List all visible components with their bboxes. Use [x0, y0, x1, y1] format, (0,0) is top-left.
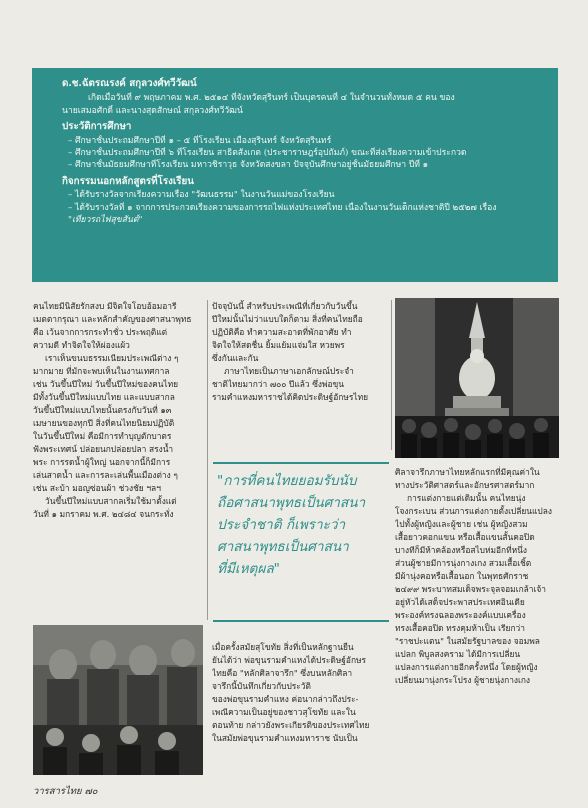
- education-heading: ประวัติการศึกษา: [62, 121, 132, 133]
- text-line: การแต่งกายแต่เดิมนั้น คนไทยนุ่ง: [407, 493, 526, 503]
- text-line: พระ การรดน้ำผู้ใหญ่ นอกจากนี้ก็มีการ: [33, 457, 171, 467]
- text-line: พระองค์ทรงฉลองพระองค์แบบเครื่อง: [395, 610, 526, 620]
- text-line: โจงกระเบน ส่วนการแต่งกายตั้งเปลี่ยนแปลง: [395, 506, 552, 516]
- text-line: ๒๔๙๙ พระบาทสมเด็จพระจุลจอมเกล้าเจ้า: [395, 584, 546, 594]
- author-name: ด.ช.ฉัตรณรงค์ สกุลวงศ์ทวีวัฒน์: [62, 78, 197, 89]
- text-line: จารึกนี้บันทึกเกี่ยวกับประวัติ: [212, 681, 311, 691]
- article-column-2: [212, 300, 388, 452]
- page-footer: วารสารไทย ๗๐: [33, 786, 98, 797]
- activity-item: – ได้รับรางวัลจากเรียงความเรื่อง "วัฒนธรรม" ในงานวันแม่ของโรงเรียน: [68, 190, 335, 201]
- pull-quote-line: "การที่คนไทยยอมรับนับ: [217, 473, 357, 489]
- column-divider: [391, 300, 392, 450]
- text-line: อยู่หัวได้เสด็จประพาสประเทศอินเดีย: [395, 597, 525, 607]
- text-line: วันขึ้นปีใหม่แบบไทยนั้นตรงกับวันที่ ๑๓: [33, 405, 172, 415]
- text-line: วันที่ ๑ มกราคม พ.ศ. ๒๔๘๔ จนกระทั่ง: [33, 509, 174, 519]
- text-line: ภาษาไทยเป็นภาษาเอกลักษณ์ประจำ: [224, 366, 354, 376]
- text-line: ทรงเสื้อคอปิด ทรงคุมห้าเป็น เรียกว่า: [395, 623, 525, 633]
- text-line: ไปทั้งผู้หญิงและผู้ชาย เช่น ผู้หญิงสวม: [395, 519, 528, 529]
- text-line: ศิลาจารึกภาษาไทยหลักแรกที่มีคุณค่าใน: [395, 467, 540, 477]
- text-line: ฟังพระเทศน์ ปล่อยนกปล่อยปลา สรงน้ำ: [33, 444, 174, 454]
- monks-ceremony-photo: [33, 625, 203, 775]
- text-line: ชาติไทยมากว่า ๗๐๐ ปีแล้ว ซึ่งพ่อขุน: [212, 379, 344, 389]
- activities-heading: กิจกรรมนอกหลักสูตรที่โรงเรียน: [62, 175, 194, 187]
- text-line: จิตใจให้สดชื่น ยิ้มแย้มแจ่มใส หวยพร: [212, 340, 345, 350]
- text-line: เปลี่ยนมานุ่งกระโปรง ผู้ชายนุ่งกางเกง: [395, 675, 531, 685]
- text-line: ปีใหม่นั้นไม่ว่าแบบใดก็ตาม สิ่งที่คนไทยถือ: [212, 314, 363, 324]
- text-line: เราเห็นขนบธรรมเนียมประเพณีต่าง ๆ: [45, 353, 179, 363]
- text-line: ซึ่งกันและกัน: [212, 353, 259, 363]
- text-line: แปลงการแต่งกายอีกครั้งหนึ่ง โดยผู้หญิง: [395, 662, 538, 672]
- text-line: บางทีก็มีห้าคล้องหรือสไบห่มอีกที่หนึ่ง: [395, 545, 527, 555]
- text-line: มากมาย ที่มักจะพบเห็นในงานเทศกาล: [33, 366, 170, 376]
- text-line: มีทั้งวันขึ้นปีใหม่แบบไทย และแบบสากล: [33, 392, 175, 402]
- text-line: ทางประวัติศาสตร์และอักษรศาสตร์มาก: [395, 480, 535, 490]
- text-line: ส่วนผู้ชายมีการนุ่งกางเกง สวมเสื้อเชิ้ต: [395, 558, 532, 568]
- text-line: เสื้อยาวคอกแขน หรือเสื้อแขนสั้นคอปิด: [395, 532, 535, 542]
- activity-item: – ได้รับรางวัลที่ ๑ จากการประกวดเรียงความของการรถไฟแห่งประเทศไทย เนื่องในงานวันเด็กแห่งชาติปี ๒๕๒๗ เรื่อง: [68, 202, 497, 213]
- text-line: ไทยคือ "หลักศิลาจารึก" ซึ่งบนหลักศิลา: [212, 668, 353, 678]
- pull-quote-line: ศาสนาพุทธเป็นศาสนา: [217, 539, 349, 555]
- pull-quote-line: ที่มีเหตุผล": [217, 561, 280, 577]
- text-line: มีผ้านุ่งคอหรือเสื้อนอก ในพุทธศักราช: [395, 571, 529, 581]
- text-line: วันขึ้นปีใหม่แบบสากลเริ่มใช้มาตั้งแต่: [45, 496, 177, 506]
- text-line: คนไทยมีนิสัยรักสงบ มีจิตใจโอบอ้อมอารี: [33, 301, 177, 311]
- text-line: ยันได้ว่า พ่อขุนรามคำแหงได้ประดิษฐ์อักษร: [212, 655, 367, 665]
- article-column-1: [33, 300, 203, 600]
- text-line: ปัจจุบันนี้ สำหรับประเพณีที่เกี่ยวกับวันขึ้น: [212, 301, 358, 311]
- bio-intro-line: เกิดเมื่อวันที่ ๙ พฤษภาคม พ.ศ. ๒๕๑๔ ที่จังหวัดสุรินทร์ เป็นบุตรคนที่ ๔ ในจำนวนทั้งหมด ๕ คน ของ: [88, 93, 455, 104]
- buddha-statue-photo: [395, 298, 559, 458]
- column-divider: [207, 300, 208, 620]
- text-line: เมื่อครั้งสมัยสุโขทัย สิ่งที่เป็นหลักฐานยืน: [212, 642, 354, 652]
- text-line: เมตตากรุณา และหลักสำคัญของศาสนาพุทธ: [33, 314, 192, 324]
- pull-quote: [213, 462, 389, 622]
- article-column-3: [395, 466, 559, 776]
- text-line: คือ เว้นจากการกระทำชั่ว ประพฤติแต่: [33, 327, 168, 337]
- text-line: เช่น สะบ้า มอญซ่อนผ้า ช่วงชัย ฯลฯ: [33, 483, 161, 493]
- text-line: "ราชปะแตน" ในสมัยรัฐบาลของ จอมพล: [395, 636, 540, 646]
- education-item: – ศึกษาชั้นประถมศึกษาปีที่ ๑ – ๕ ที่โรงเรียน เมืองสุรินทร์ จังหวัดสุรินทร์: [68, 135, 332, 146]
- bio-intro-line: นายเสมอศักดิ์ และนางสุดสักษณ์ สกุลวงศ์ทวีวัฒน์: [62, 105, 243, 116]
- text-line: ในสมัยพ่อขุนรามคำแหงมหาราช นับเป็น: [212, 733, 358, 743]
- text-line: แปลก พิบูลสงคราม ได้มีการเปลี่ยน: [395, 649, 521, 659]
- text-line: ปฏิบัติคือ ทำความสะอาดที่พักอาศัย ทำ: [212, 327, 352, 337]
- text-line: เพณีความเป็นอยู่ของชาวสุโขทัย และใน: [212, 707, 356, 717]
- article-column-2-lower: [212, 641, 388, 779]
- activity-quote: "เที่ยวรถไฟสุขสันต์": [68, 215, 143, 226]
- pull-quote-line: ประจำชาติ ก็เพราะว่า: [217, 517, 346, 533]
- text-line: ของพ่อขุนรามคำแหง ค่อนากล่าวถึงประ-: [212, 694, 359, 704]
- text-line: เล่นสาดน้ำ และการละเล่นพื้นเมืองต่าง ๆ: [33, 470, 178, 480]
- education-item: – ศึกษาชั้นมัธยมศึกษาที่โรงเรียน มหาวชิราวุธ จังหวัดสงขลา ปัจจุบันศึกษาอยู่ชั้นมัธยมศึกษา ปีที่ ๑: [68, 160, 429, 171]
- pull-quote-line: ถือศาสนาพุทธเป็นศาสนา: [217, 495, 366, 511]
- text-line: ตอนท้าย กล่าวยังพระเกียรติของประเทศไทย: [212, 720, 370, 730]
- education-item: – ศึกษาชั้นประถมศึกษาปีที่ ๖ ที่โรงเรียน สาธิตสังเกต (ประชาราษฎร์อุปถัมภ์) ขณะที่ส่งเรียงความเข้าประกวด: [68, 148, 467, 159]
- text-line: ในวันขึ้นปีใหม่ คือมีการทำบุญตักบาตร: [33, 431, 172, 441]
- text-line: เมษายนของทุกปี สิ่งที่คนไทยนิยมปฏิบัติ: [33, 418, 175, 428]
- text-line: เช่น วันขึ้นปีใหม่ วันขึ้นปีใหม่ของคนไทย: [33, 379, 179, 389]
- text-line: รามคำแหงมหาราชได้คิดประดิษฐ์อักษรไทย: [212, 392, 369, 402]
- author-bio-box: [32, 68, 558, 282]
- text-line: ความดี ทำจิตใจให้ผ่องแผ้ว: [33, 340, 130, 350]
